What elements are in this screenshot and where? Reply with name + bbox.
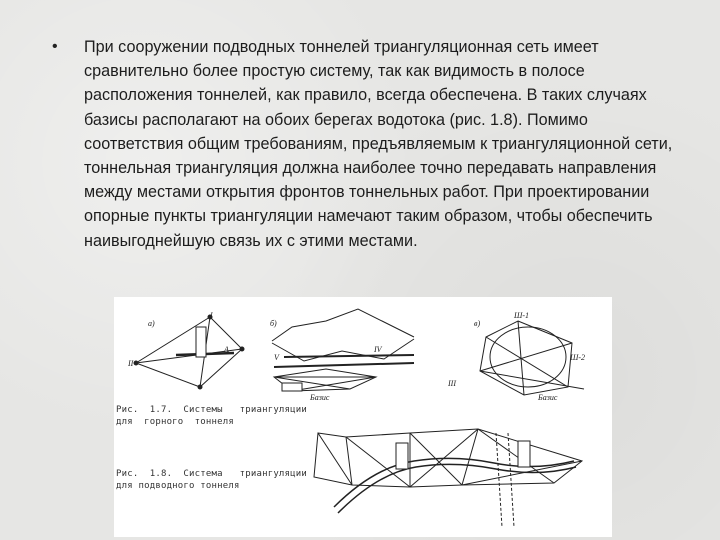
- panel-b-label: б): [270, 319, 277, 328]
- panel-v-diagram: [480, 321, 584, 395]
- caption-fig-1-8-line2: для подводного тоннеля: [116, 481, 240, 491]
- panel-b-diagram: [272, 309, 414, 391]
- point-A-label: A: [224, 345, 229, 354]
- panel-a-label: а): [148, 319, 155, 328]
- point-IV-label: IV: [374, 345, 382, 354]
- slide-body-text: При сооружении подводных тоннелей триангуляционная сеть имеет сравнительно более простую систему, так как видимость в полосе расположения тоннелей, как правило, всегда обеспечена. В таких случаях базисы располагают на обоих берегах водотока (рис. 1.8). Помимо соответствия общим требованиям, предъявляемым к триангуляционной сети, тоннельная триангуляция должна наиболее точно передавать направления между местами открытия фронтов тоннельных работ. При проектировании опорные пункты триангуляции намечают таким образом, чтобы обеспечить наивыгоднейшую связь их с этими местами.: [84, 38, 673, 250]
- caption-fig-1-8-line1: Рис. 1.8. Система триангуляции: [116, 469, 308, 479]
- point-III-label: III: [448, 379, 456, 388]
- panel-v-label: в): [474, 319, 481, 328]
- point-I-label: I: [210, 311, 213, 320]
- bullet-marker: •: [52, 38, 58, 55]
- point-II-label: II: [128, 359, 134, 368]
- point-V-label: V: [274, 353, 279, 362]
- point-sh2-label: Ш-2: [570, 353, 586, 362]
- basis-vertical-label: Базис: [538, 393, 558, 402]
- caption-fig-1-7-line2: для горного тоннеля: [116, 417, 234, 427]
- fig-1-8-diagram: [314, 429, 582, 527]
- basis-label: Базис: [310, 393, 330, 402]
- tunnel-triangulation-figure: [114, 297, 612, 537]
- caption-fig-1-7-line1: Рис. 1.7. Системы триангуляции: [116, 405, 308, 415]
- point-sh1-label: Ш-1: [514, 311, 530, 320]
